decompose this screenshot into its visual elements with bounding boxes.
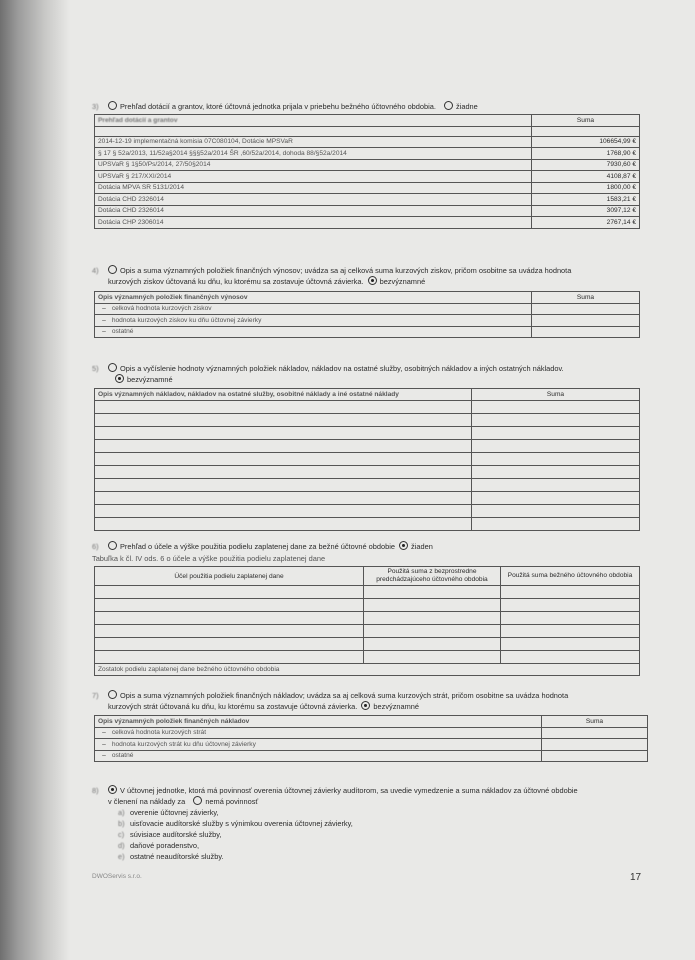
table-row [95,504,640,517]
table-row: Dotácia CHD 2326014 3097,12 € [95,205,640,217]
section-6-heading: 6) Prehľad o účele a výške použitia podielu zaplatenej dane za bežné účtovné obdobie žiaden [92,542,433,551]
section-7-heading-line2: kurzových strát účtovaná ku dňu, ku ktorému sa zostavuje účtovná závierka. bezvýznamné [108,702,420,711]
section-4-heading-line2: kurzových ziskov účtovaná ku dňu, ku ktorému sa zostavuje účtovná závierka. bezvýznamné [108,277,426,286]
table-row: – celková hodnota kurzových strát [95,727,648,739]
costs-table [94,388,640,531]
section-text: Prehľad dotácií a grantov, ktoré účtovná jednotka prijala v priebehu bežného účtovného obdobia. [120,102,436,111]
list-item: b) uisťovacie audítorské služby s výnimkou overenia účtovnej závierky, [118,819,353,828]
table-row: 2014-12-19 implementačná komisia 07C080104, Dotácie MPSVaR 106654,99 € [95,136,640,148]
table-row [95,126,640,136]
col-header-sum: Suma [576,116,595,124]
radio-yes[interactable] [108,265,117,274]
section-3-heading [92,101,478,111]
table-row: – hodnota kurzových ziskov ku dňu účtovnej závierky [95,315,640,327]
table-row [95,478,640,491]
radio-no-obligation[interactable] [193,796,202,805]
table-header: Opis významných položiek finančných nákladov Suma [95,716,648,728]
section-8-heading: 8) V účtovnej jednotke, ktorá má povinnosť overenia účtovnej závierky audítorom, sa uvedie vymedzenie a suma nákladov za účtovné obdobie [92,786,578,795]
radio-yes[interactable] [108,690,117,699]
table-row [95,651,640,664]
table-row [95,426,640,439]
financial-income-table [94,291,640,338]
table-row [95,491,640,504]
table-row [95,599,640,612]
list-item: e) ostatné neaudítorské služby. [118,852,224,861]
section-number: 3) [92,102,99,111]
table-row [95,638,640,651]
table-row [95,465,640,478]
radio-yes[interactable] [108,101,117,110]
financial-costs-table [94,715,648,762]
table-row: Dotácia CHD 2326014 1583,21 € [95,194,640,206]
table-row: – hodnota kurzových strát ku dňu účtovnej závierky [95,739,648,751]
table-row: Dotácia CHP 2306014 2767,14 € [95,217,640,229]
list-item: d) daňové poradenstvo, [118,841,200,850]
table-header [95,115,640,127]
audit-cost-list [118,808,353,861]
table-row [95,413,640,426]
section-8-heading-line2: v členení na náklady za nemá povinnosť [108,797,259,806]
table-row: – ostatné [95,326,640,338]
table-header: Opis významných položiek finančných výnosov Suma [95,292,640,304]
list-item: c) súvisiace audítorské služby, [118,830,222,839]
col-header-description: Prehľad dotácií a grantov [98,116,178,124]
table-row [95,400,640,413]
section-5-heading: 5) Opis a vyčíslenie hodnoty významných položiek nákladov, nákladov na ostatné služby, osobitných nákladov a iných ostatných nákladov. [92,364,564,373]
tax-share-table [94,566,640,676]
section-5-option: bezvýznamné [113,374,173,384]
footer-company: DWOServis s.r.o. [92,873,142,880]
radio-insignificant[interactable] [368,276,377,285]
table-total-row: Zostatok podielu zaplatenej dane bežného účtovného obdobia [95,664,640,676]
table-row: UPSVaR § 1§50/Ps/2014, 27/50§2014 7930,60 € [95,159,640,171]
table-row [95,586,640,599]
table-row [95,625,640,638]
list-item: a) overenie účtovnej závierky, [118,808,219,817]
table-row [95,439,640,452]
page-number: 17 [630,872,642,883]
radio-yes[interactable] [108,785,117,794]
table-row: – celková hodnota kurzových ziskov [95,303,640,315]
radio-none[interactable] [399,541,408,550]
section-4-heading: 4) Opis a suma významných položiek finančných výnosov; uvádza sa aj celková suma kurzových ziskov, pričom osobitne sa uvádza hodnota [92,266,572,275]
table-row: UPSVaR § 217/XXI/2014 4108,87 € [95,171,640,183]
radio-yes[interactable] [108,541,117,550]
table-header: Účel použitia podielu zaplatenej dane Použitá suma z bezprostredne predchádzajúceho účtovného obdobia Použitá suma bežného účtovného obdobia [95,567,640,586]
radio-insignificant[interactable] [115,374,124,383]
table-row [95,452,640,465]
table-row: § 17 § 52a/2013, 11/52a§2014 §§§52a/2014 ŠR ,60/52a/2014, dohoda 88/§52a/2014 1768,90 € [95,148,640,160]
grants-table [94,114,640,229]
table-row [95,612,640,625]
table-row: Dotácia MPVA SR 5131/2014 1800,00 € [95,182,640,194]
table-title: Tabuľka k čl. IV ods. 6 o účele a výške použitia podielu zaplatenej dane [92,554,326,563]
radio-none[interactable] [444,101,453,110]
table-row [95,517,640,530]
table-row: – ostatné [95,750,648,762]
radio-none-label: žiadne [456,102,478,111]
section-7-heading: 7) Opis a suma významných položiek finančných nákladov; uvádza sa aj celková suma kurzových strát, pričom osobitne sa uvádza hodnota [92,691,569,700]
radio-yes[interactable] [108,363,117,372]
radio-insignificant[interactable] [361,701,370,710]
table-header: Opis významných nákladov, nákladov na ostatné služby, osobitné náklady a iné ostatné náklady Suma [95,389,640,401]
